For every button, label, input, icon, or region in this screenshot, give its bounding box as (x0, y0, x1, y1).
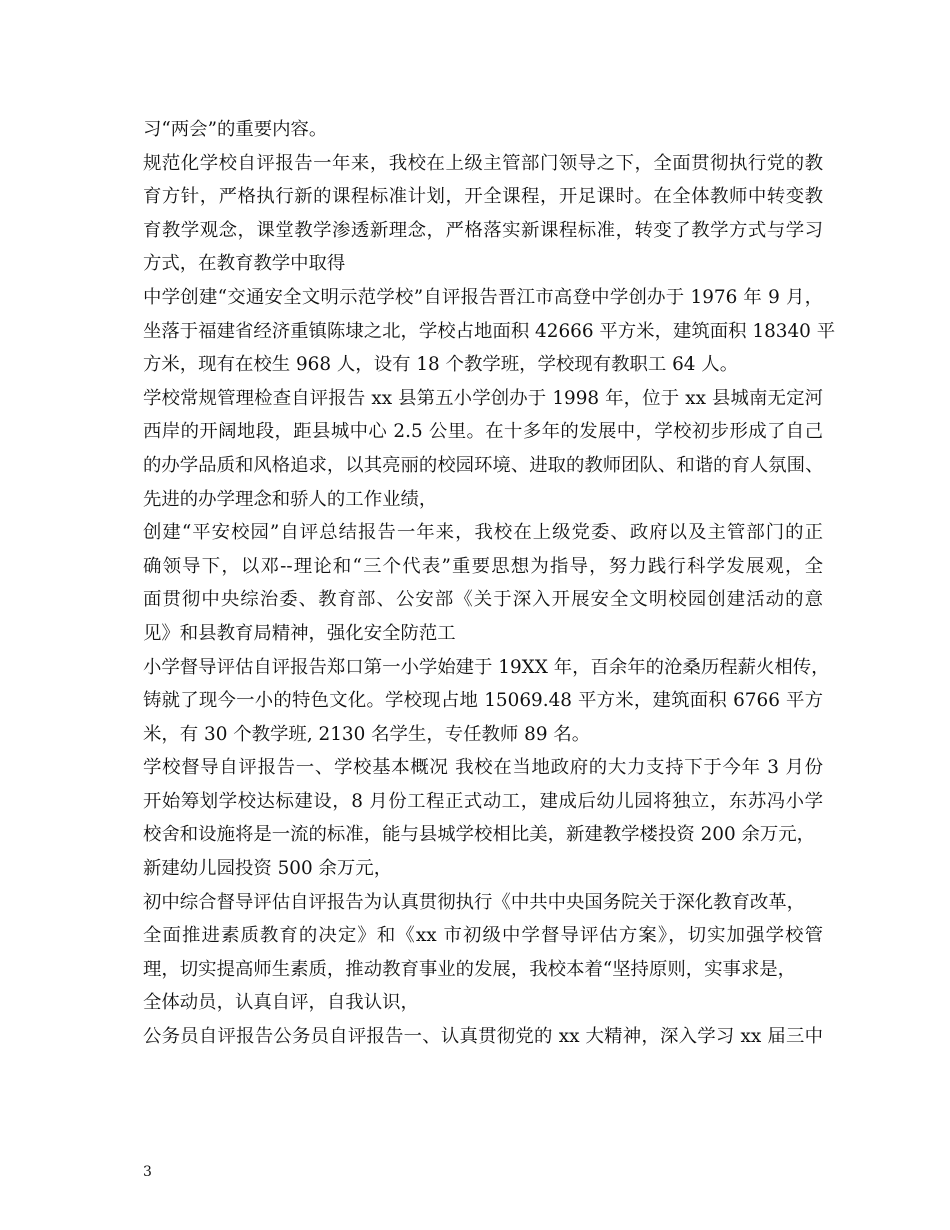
text-line: 见》和县教育局精神，强化安全防范工 (143, 622, 456, 644)
text-line: 方米，现有在校生 968 人，设有 18 个教学班，学校现有教职工 64 人。 (143, 354, 739, 376)
text-line: 校舍和设施将是一流的标准，能与县城学校相比美，新建教学楼投资 200 余万元， (143, 824, 816, 846)
page-number: 3 (143, 1164, 152, 1180)
document-body (143, 113, 836, 1054)
text-line: 确领导下，以邓--理论和“三个代表”重要思想为指导，努力践行科学发展观，全 (143, 555, 823, 577)
text-line: 公务员自评报告公务员自评报告一、认真贯彻党的 xx 大精神，深入学习 xx 届三中 (143, 1026, 823, 1048)
text-line: 理，切实提高师生素质，推动教育事业的发展，我校本着“坚持原则，实事求是， (143, 958, 797, 980)
text-line: 坐落于福建省经济重镇陈埭之北，学校占地面积 42666 平方米，建筑面积 18340 平 (143, 320, 836, 342)
text-line: 先进的办学理念和骄人的工作业绩， (143, 488, 438, 510)
text-line: 开始筹划学校达标建设，8 月份工程正式动工，建成后幼儿园将独立，东苏冯小学 (143, 790, 823, 812)
text-line: 全面推进素质教育的决定》和《xx 市初级中学督导评估方案》，切实加强学校管 (143, 925, 823, 947)
text-line: 西岸的开阔地段，距县城中心 2.5 公里。在十多年的发展中，学校初步形成了自己 (143, 421, 823, 443)
text-line: 新建幼儿园投资 500 余万元， (143, 858, 393, 880)
text-line: 初中综合督导评估自评报告为认真贯彻执行《中共中央国务院关于深化教育改革， (143, 891, 806, 913)
text-line: 习“两会”的重要内容。 (143, 119, 328, 140)
text-line: 全体动员，认真自评，自我认识， (143, 992, 419, 1014)
text-line: 方式，在教育教学中取得 (143, 253, 346, 275)
text-line: 创建“平安校园”自评总结报告一年来，我校在上级党委、政府以及主管部门的正 (143, 522, 823, 544)
text-line: 小学督导评估自评报告郑口第一小学始建于 19XX 年，百余年的沧桑历程薪火相传， (143, 656, 830, 678)
text-line: 米，有 30 个教学班, 2130 名学生，专任教师 89 名。 (143, 723, 591, 745)
text-line: 育方针，严格执行新的课程标准计划，开全课程，开足课时。在全体教师中转变教 (143, 186, 823, 208)
text-line: 面贯彻中央综治委、教育部、公安部《关于深入开展安全文明校园创建活动的意 (143, 589, 823, 611)
text-line: 铸就了现今一小的特色文化。学校现占地 15069.48 平方米，建筑面积 6766 平方 (143, 690, 823, 712)
text-line: 学校常规管理检查自评报告 xx 县第五小学创办于 1998 年，位于 xx 县城南无定河 (143, 387, 823, 409)
text-line: 育教学观念，课堂教学渗透新理念，严格落实新课程标准，转变了教学方式与学习 (143, 219, 823, 241)
text-line: 的办学品质和风格追求，以其亮丽的校园环境、进取的教师团队、和谐的育人氛围、 (143, 454, 824, 476)
text-line: 学校督导自评报告一、学校基本概况 我校在当地政府的大力支持下于今年 3 月份 (143, 757, 823, 779)
text-line: 规范化学校自评报告一年来，我校在上级主管部门领导之下，全面贯彻执行党的教 (143, 152, 823, 174)
text-line: 中学创建“交通安全文明示范学校”自评报告晋江市高登中学创办于 1976 年 9 月， (143, 286, 823, 308)
